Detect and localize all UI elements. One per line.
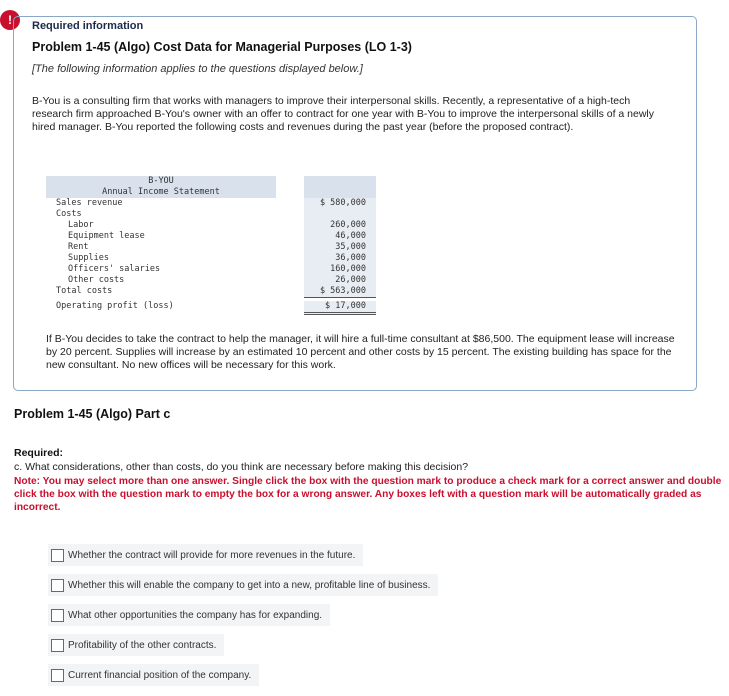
choice-option[interactable] bbox=[48, 544, 363, 566]
choice-label: Whether the contract will provide for more revenues in the future. bbox=[68, 549, 356, 561]
operating-profit-row bbox=[46, 301, 376, 312]
choice-label: Profitability of the other contracts. bbox=[68, 639, 217, 651]
total-costs-row bbox=[46, 286, 376, 297]
answer-checkbox[interactable] bbox=[51, 639, 64, 652]
costs-value-cell bbox=[304, 209, 376, 220]
cost-item-value: 35,000 bbox=[335, 242, 366, 252]
problem-title: Problem 1-45 (Algo) Cost Data for Managerial Purposes (LO 1-3) bbox=[32, 40, 412, 54]
cost-item-value: 36,000 bbox=[335, 253, 366, 263]
income-statement bbox=[46, 176, 376, 312]
answer-checkbox[interactable] bbox=[51, 579, 64, 592]
answer-checkbox[interactable] bbox=[51, 669, 64, 682]
statement-header-value-cell bbox=[304, 176, 376, 198]
operating-profit-label: Operating profit (loss) bbox=[56, 301, 174, 311]
scenario-paragraph: B-You is a consulting firm that works with managers to improve their interpersonal skills. Recently, a representative of a high-tech research firm approached B-You's owner with an offer to contract for one year with B-You to improve the interpersonal skills of a newly hired manager. B-You reported the following costs and revenues during the past year (before the proposed contract). bbox=[32, 95, 655, 133]
cost-item-row bbox=[46, 275, 376, 286]
choice-option[interactable] bbox=[48, 604, 330, 626]
cost-item-label: Rent bbox=[68, 242, 89, 252]
cost-item-value-cell bbox=[304, 220, 376, 231]
cost-item-value-cell bbox=[304, 253, 376, 264]
total-costs-label: Total costs bbox=[56, 286, 113, 296]
alert-icon: ! bbox=[0, 10, 20, 30]
cost-item-value: 26,000 bbox=[335, 275, 366, 285]
cost-item-value: 260,000 bbox=[330, 220, 366, 230]
cost-item-label: Equipment lease bbox=[68, 231, 145, 241]
choice-label: Whether this will enable the company to get into a new, profitable line of business. bbox=[68, 579, 431, 591]
sales-value: $ 580,000 bbox=[319, 198, 366, 208]
contract-details-paragraph: If B-You decides to take the contract to help the manager, it will hire a full-time consultant at $86,500. The equipment lease will increase by 20 percent. Supplies will increase by an estimated 10 percent and other costs by 15 percent. The existing building has space for the new consultant. No new offices will be necessary for this work. bbox=[46, 333, 675, 371]
total-costs-value: $ 563,000 bbox=[319, 286, 366, 296]
sales-label: Sales revenue bbox=[56, 198, 123, 208]
part-title: Problem 1-45 (Algo) Part c bbox=[14, 407, 171, 421]
answer-checkbox[interactable] bbox=[51, 549, 64, 562]
instructions-note: Note: You may select more than one answer. Single click the box with the question mark to produce a check mark for a correct answer and double click the box with the question mark to empty the box for a wrong answer. Any boxes left with a question mark will be automatically graded as incorrect. bbox=[14, 476, 722, 513]
answer-checkbox[interactable] bbox=[51, 609, 64, 622]
cost-item-value-cell bbox=[304, 264, 376, 275]
cost-item-row bbox=[46, 220, 376, 231]
cost-item-value-cell bbox=[304, 242, 376, 253]
statement-title: Annual Income Statement bbox=[46, 187, 276, 198]
choice-option[interactable] bbox=[48, 664, 259, 686]
cost-item-row bbox=[46, 253, 376, 264]
cost-item-label: Other costs bbox=[68, 275, 125, 285]
choice-label: What other opportunities the company has for expanding. bbox=[68, 609, 323, 621]
cost-item-value: 46,000 bbox=[335, 231, 366, 241]
costs-row bbox=[46, 209, 376, 220]
choice-label: Current financial position of the company. bbox=[68, 669, 252, 681]
cost-item-label: Labor bbox=[68, 220, 94, 230]
sales-row bbox=[46, 198, 376, 209]
cost-item-row bbox=[46, 231, 376, 242]
choice-option[interactable] bbox=[48, 574, 438, 596]
statement-company: B-YOU bbox=[46, 176, 276, 187]
cost-item-label: Supplies bbox=[68, 253, 109, 263]
operating-profit-value: $ 17,000 bbox=[325, 301, 366, 311]
cost-item-label: Officers' salaries bbox=[68, 264, 161, 274]
costs-label: Costs bbox=[56, 209, 82, 219]
operating-profit-value-cell bbox=[304, 301, 376, 315]
cost-item-value-cell bbox=[304, 231, 376, 242]
choice-option[interactable] bbox=[48, 634, 224, 656]
question-text: c. What considerations, other than costs, do you think are necessary before making this decision? bbox=[14, 461, 469, 473]
intro-note: [The following information applies to the questions displayed below.] bbox=[32, 63, 363, 75]
required-label: Required: bbox=[14, 447, 64, 459]
cost-item-row bbox=[46, 264, 376, 275]
cost-item-row bbox=[46, 242, 376, 253]
cost-item-value: 160,000 bbox=[330, 264, 366, 274]
required-info-title: Required information bbox=[32, 20, 144, 32]
